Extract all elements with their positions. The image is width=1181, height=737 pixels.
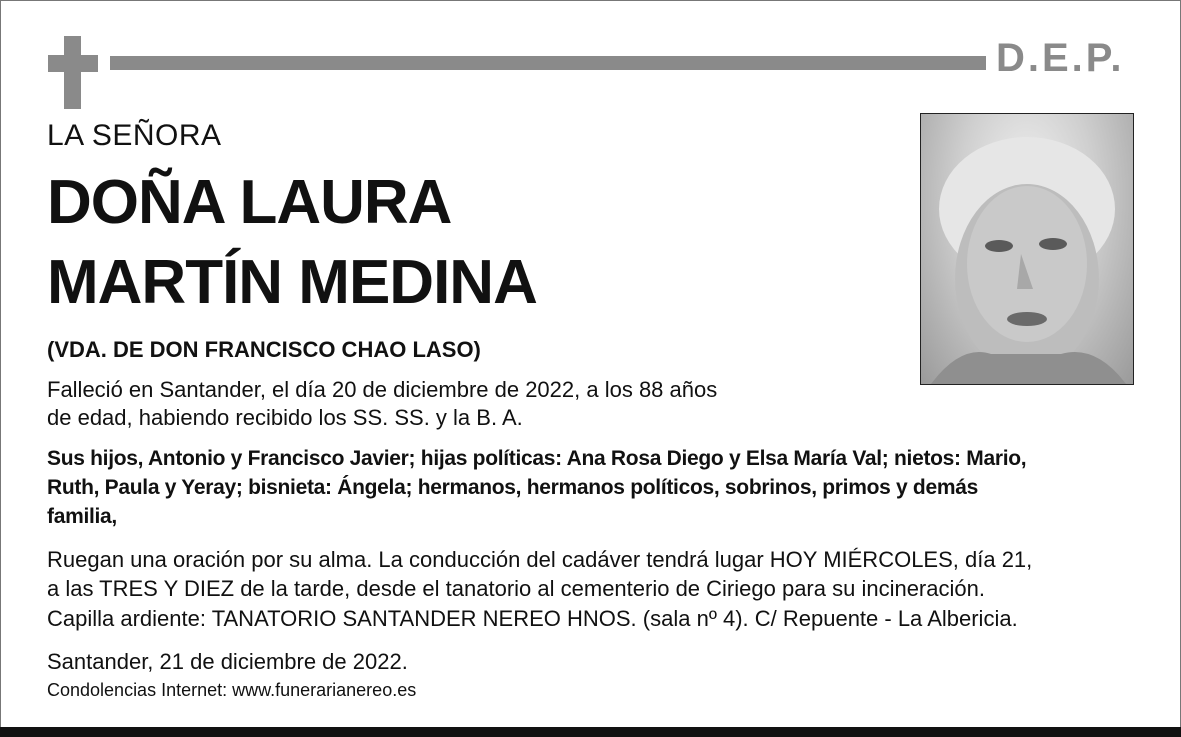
service-line3: Capilla ardiente: TANATORIO SANTANDER NEREO HNOS. (sala nº 4). C/ Repuente - La Albericia. (47, 606, 1018, 631)
family-line1: Sus hijos, Antonio y Francisco Javier; hijas políticas: Ana Rosa Diego y Elsa María Val; nietos: Mario, (47, 447, 1027, 470)
death-notice-line2: de edad, habiendo recibido los SS. SS. y la B. A. (47, 405, 523, 430)
header-rule (110, 56, 986, 70)
cross-vertical-bar (64, 36, 81, 109)
deceased-name-line2: MARTÍN MEDINA (47, 248, 537, 317)
honorific-label: LA SEÑORA (47, 119, 222, 152)
service-line2: a las TRES Y DIEZ de la tarde, desde el tanatorio al cementerio de Ciriego para su incineración. (47, 576, 985, 601)
notice-date: Santander, 21 de diciembre de 2022. (47, 649, 408, 674)
service-line1: Ruegan una oración por su alma. La conducción del cadáver tendrá lugar HOY MIÉRCOLES, día 21, (47, 547, 1033, 572)
cross-horizontal-bar (48, 55, 98, 72)
family-line3: familia, (47, 505, 117, 528)
death-notice-line1: Falleció en Santander, el día 20 de diciembre de 2022, a los 88 años (47, 377, 718, 402)
condolences-link[interactable]: Condolencias Internet: www.funerarianereo.es (47, 680, 417, 700)
bottom-rule (0, 727, 1181, 737)
deceased-name-line1: DOÑA LAURA (47, 168, 452, 237)
widow-of-line: (VDA. DE DON FRANCISCO CHAO LASO) (47, 337, 481, 362)
portrait-photo (920, 113, 1134, 385)
family-line2: Ruth, Paula y Yeray; bisnieta: Ángela; hermanos, hermanos políticos, sobrinos, primos y demás (47, 476, 978, 499)
dep-label: D.E.P. (996, 36, 1125, 80)
